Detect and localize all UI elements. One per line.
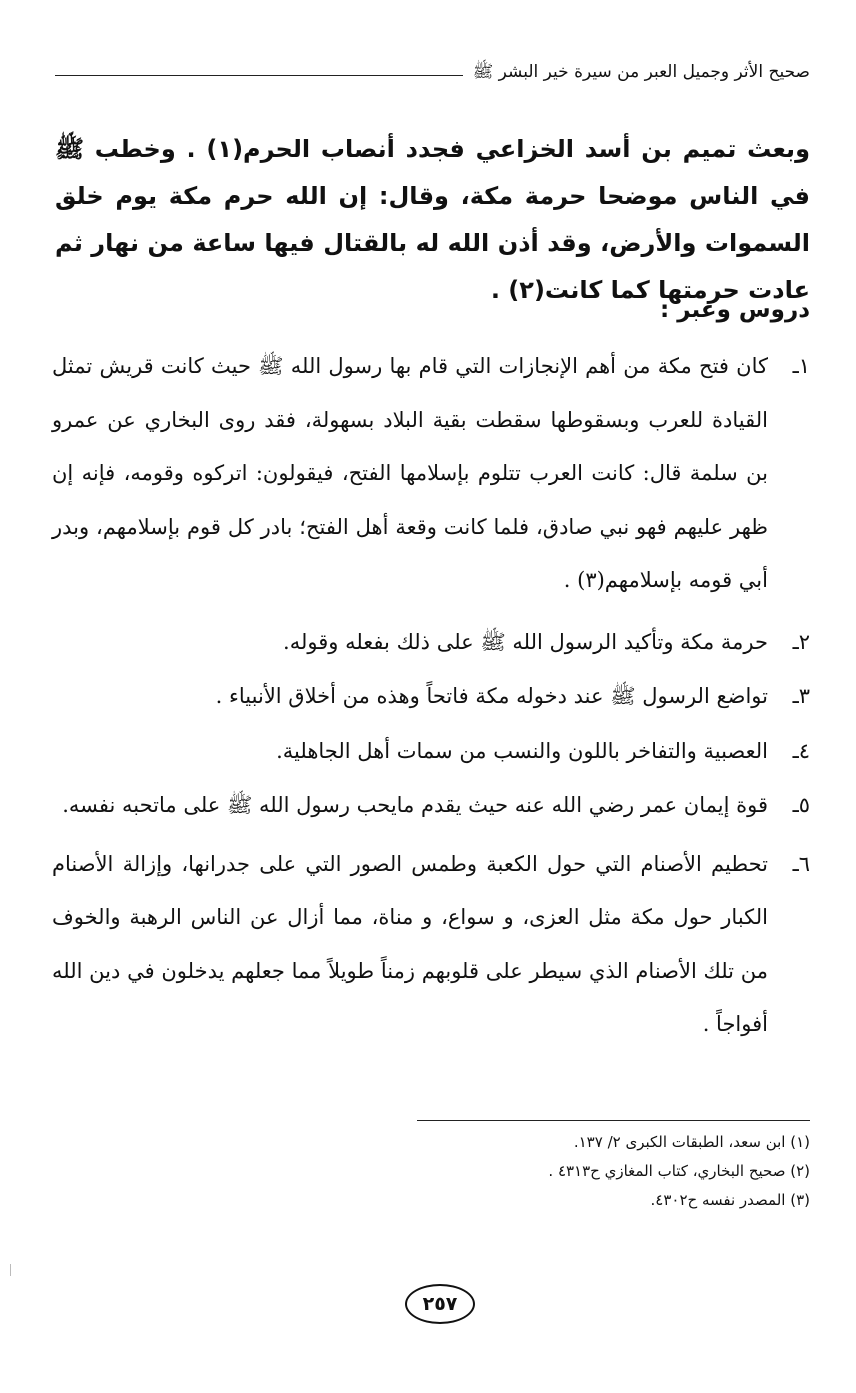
lesson-number: ٦ـ	[792, 851, 810, 876]
lesson-text: العصبية والتفاخر باللون والنسب من سمات أهل الجاهلية.	[276, 738, 768, 763]
footnote-rule	[417, 1120, 810, 1121]
lesson-text: قوة إيمان عمر رضي الله عنه حيث يقدم مايحب رسول الله ﷺ على ماتحبه نفسه.	[62, 793, 768, 817]
header-rule	[55, 75, 463, 76]
lesson-item	[52, 844, 810, 1052]
running-header	[55, 58, 810, 88]
lesson-item	[52, 622, 810, 663]
lesson-text: حرمة مكة وتأكيد الرسول الله ﷺ على ذلك بفعله وقوله.	[283, 629, 768, 654]
lesson-number: ٣ـ	[792, 684, 810, 708]
footnote: (١) ابن سعد، الطبقات الكبرى ٢/ ١٣٧.	[573, 1133, 810, 1151]
lesson-item	[52, 785, 810, 826]
lesson-item	[52, 731, 810, 772]
lesson-number: ٤ـ	[792, 738, 810, 763]
lesson-text: كان فتح مكة من أهم الإنجازات التي قام بها رسول الله ﷺ حيث كانت قريش تمثل القيادة للعرب وبسقوطها سقطت بقية البلاد بسهولة، فقد روى البخاري عن عمرو بن سلمة قال: كانت العرب تتلوم بإسلامها الفتح، فيقولون: اتركوه وقومه، فإنه إن ظهر عليهم فهو نبي صادق، فلما كانت وقعة أهل الفتح؛ بادر كل قوم بإسلامهم، وبدر أبي قومه بإسلامهم(٣) .	[52, 354, 768, 592]
lesson-item	[52, 346, 810, 608]
lesson-number: ١ـ	[792, 354, 810, 378]
book-title: صحيح الأثر وجميل العبر من سيرة خير البشر ﷺ	[472, 61, 810, 82]
lessons-list	[52, 346, 810, 1052]
lesson-number: ٥ـ	[792, 793, 810, 817]
footnote: (٢) صحيح البخاري، كتاب المغازي ح٤٣١٣ .	[548, 1162, 810, 1180]
footnotes-list	[100, 1128, 810, 1215]
lesson-number: ٢ـ	[792, 629, 810, 654]
page-number: ٢٥٧	[405, 1284, 475, 1324]
lesson-item	[52, 676, 810, 717]
lessons-heading: دروس وعبر :	[660, 297, 810, 323]
lesson-text: تحطيم الأصنام التي حول الكعبة وطمس الصور التي على جدرانها، وإزالة الأصنام الكبار حول مكة مثل العزى، و سواع، و مناة، مما أزال عن الناس الرهبة والخوف من تلك الأصنام الذي سيطر على قلوبهم زمناً طويلاً مما جعلهم يدخلون في دين الله أفواجاً .	[52, 851, 768, 1036]
intro-section	[55, 126, 810, 314]
footnote: (٣) المصدر نفسه ح٤٣٠٢.	[650, 1191, 810, 1209]
lesson-text: تواضع الرسول ﷺ عند دخوله مكة فاتحاً وهذه من أخلاق الأنبياء .	[215, 684, 768, 708]
intro-paragraph: وبعث تميم بن أسد الخزاعي فجدد أنصاب الحرم(١) . وخطب ﷺ في الناس موضحا حرمة مكة، وقال: إن الله حرم مكة يوم خلق السموات والأرض، وقد أذن الله له بالقتال فيها ساعة من نهار ثم عادت حرمتها كما كانت(٢) .	[55, 135, 810, 304]
margin-mark	[10, 1264, 11, 1276]
